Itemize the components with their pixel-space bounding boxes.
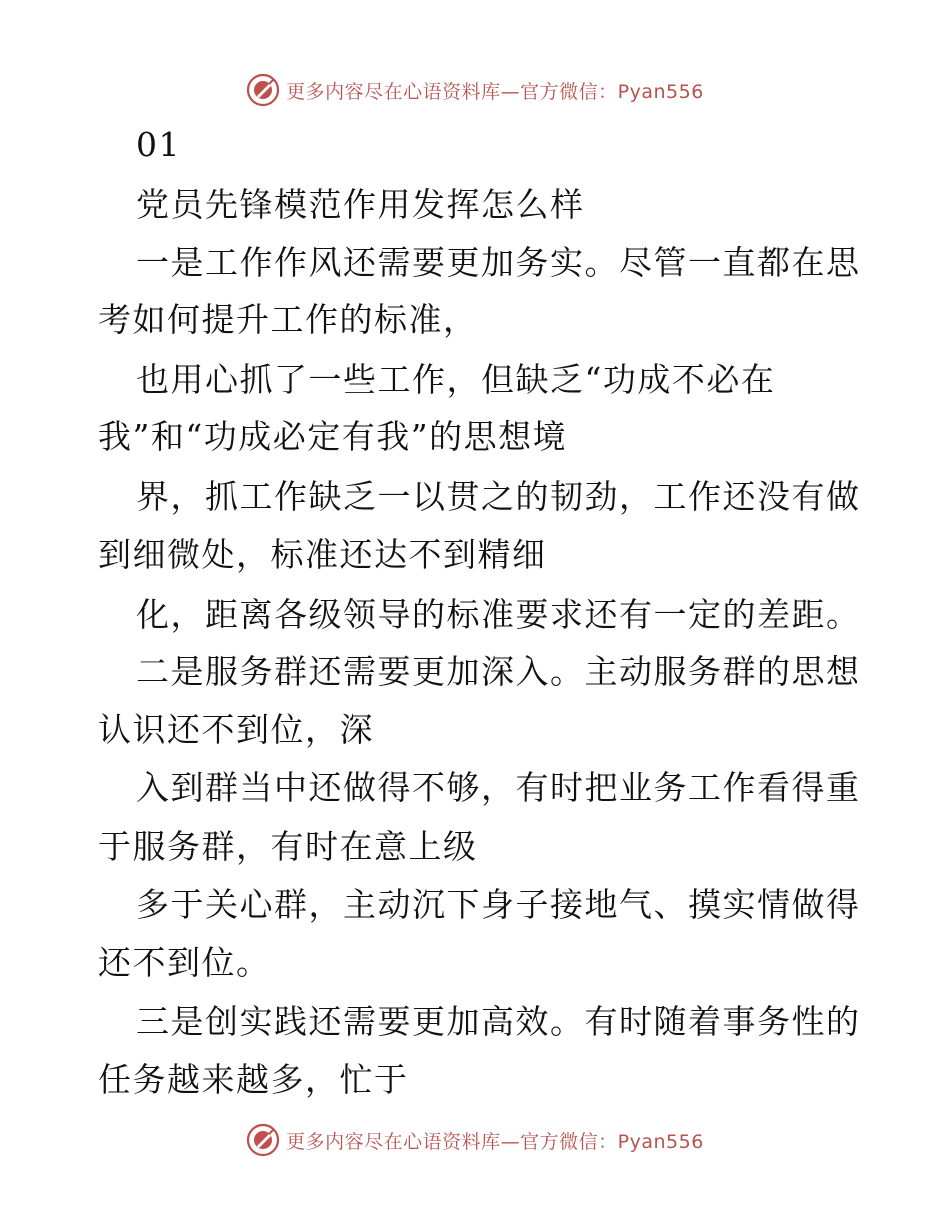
paragraph-line: 到细微处，标准还达不到精细 <box>98 535 547 574</box>
paragraph-line: 认识还不到位，深 <box>98 710 374 749</box>
header-banner-text: 更多内容尽在心语资料库—官方微信：Pyan556 <box>286 80 704 103</box>
paragraph-line: 入到群当中还做得不够，有时把业务工作看得重 <box>136 768 861 807</box>
paragraph-line: 二是服务群还需要更加深入。主动服务群的思想 <box>136 652 861 691</box>
pen-logo-icon <box>246 1123 280 1157</box>
paragraph-line: 任务越来越多，忙于 <box>98 1060 409 1099</box>
footer-banner <box>0 1120 950 1160</box>
section-title: 党员先锋模范作用发挥怎么样 <box>136 185 585 224</box>
section-number: 01 <box>136 125 181 164</box>
paragraph-line: 三是创实践还需要更加高效。有时随着事务性的 <box>136 1002 861 1041</box>
paragraph-line: 我”和“功成必定有我”的思想境 <box>98 417 568 456</box>
paragraph-line: 化，距离各级领导的标准要求还有一定的差距。 <box>136 595 861 634</box>
paragraph-line: 多于关心群，主动沉下身子接地气、摸实情做得 <box>136 885 861 924</box>
header-banner <box>0 70 950 110</box>
footer-banner-text: 更多内容尽在心语资料库—官方微信：Pyan556 <box>286 1130 704 1153</box>
pen-logo-icon <box>246 73 280 107</box>
paragraph-line: 考如何提升工作的标准， <box>98 300 478 339</box>
paragraph-line: 一是工作作风还需要更加务实。尽管一直都在思 <box>136 243 861 282</box>
paragraph-line: 还不到位。 <box>98 943 271 982</box>
paragraph-line: 于服务群，有时在意上级 <box>98 827 478 866</box>
paragraph-line: 界，抓工作缺乏一以贯之的韧劲，工作还没有做 <box>136 477 861 516</box>
paragraph-line: 也用心抓了一些工作，但缺乏“功成不必在 <box>136 360 776 399</box>
